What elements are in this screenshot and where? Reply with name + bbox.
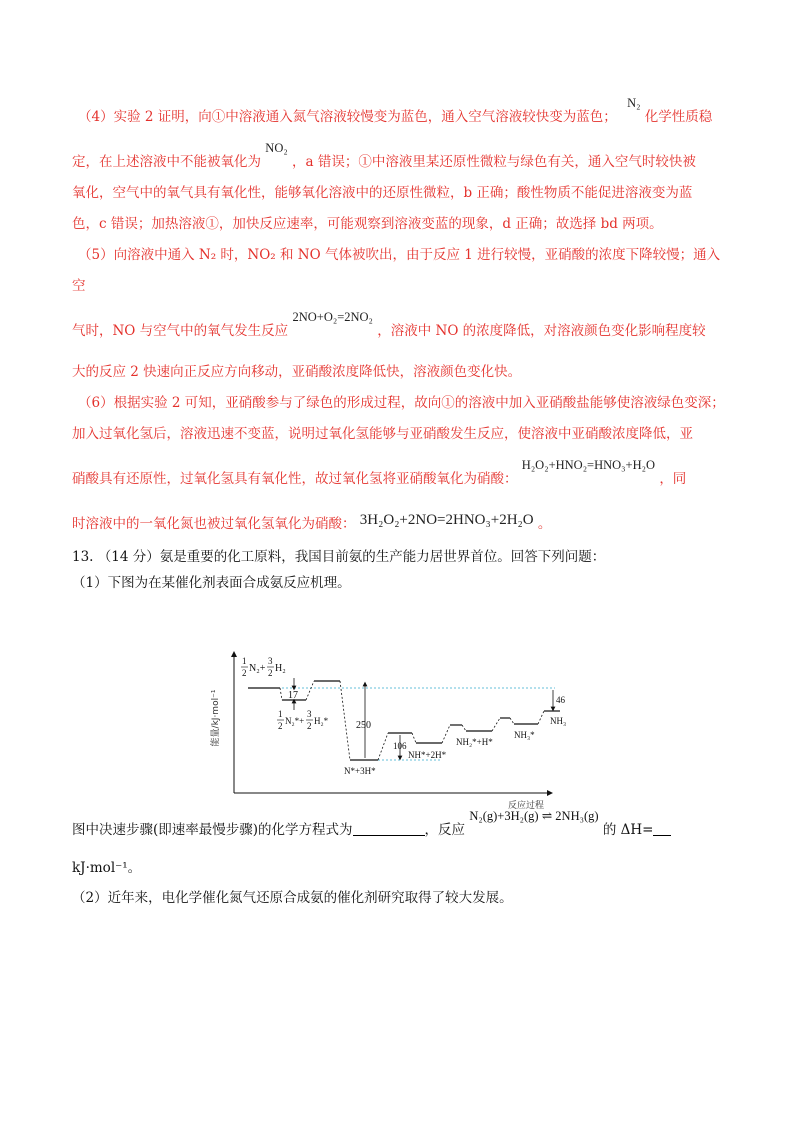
x-axis-label: 反应过程 (507, 801, 545, 811)
answer-blank-1[interactable] (353, 821, 425, 836)
answer-part5-line2 (72, 310, 732, 347)
start-frac-den-1: 2 (242, 668, 247, 678)
answer-text: 。 (537, 516, 552, 532)
formula-n2: N₂ (627, 96, 641, 110)
state-n-3h: N*+3H* (344, 766, 376, 776)
state-nh-2h: NH*+2H* (408, 750, 447, 760)
start-frac-den-2: 2 (268, 668, 273, 678)
question-13-part1-line (72, 809, 732, 843)
ads-frac-den-1: 2 (278, 721, 283, 731)
answer-part5-line3: 大的反应 2 快速向正反应方向移动，亚硝酸浓度降低快，溶液颜色变化快。 (72, 364, 522, 380)
answer-text: （4）实验 2 证明，向①中溶液通入氮气溶液较慢变为蓝色，通入空气溶液较快变为蓝色； (78, 109, 617, 125)
value-46: 46 (556, 695, 565, 705)
answer-part6-line4 (72, 509, 732, 540)
answer-text: ，同 (659, 471, 687, 487)
formula-haber: N₂(g)+3H₂(g) ⇌ 2NH₃(g) (469, 809, 599, 823)
question-text: 的 ΔH= (602, 822, 654, 838)
value-106: 106 (393, 741, 407, 751)
answer-text: ，a 错误；①中溶液里某还原性微粒与绿色有关，通入空气时较快被 (292, 154, 696, 170)
question-13-unit: kJ·mol⁻¹。 (72, 860, 142, 876)
answer-text: 硝酸具有还原性，过氧化氢具有氧化性，故过氧化氢将亚硝酸氧化为硝酸： (72, 471, 518, 487)
answer-part4-line4: 色，c 错误；加热溶液①，加快反应速率，可能观察到溶液变蓝的现象，d 正确；故选择 bd 两项。 (72, 216, 663, 232)
formula-no-oxidation: 2NO+O₂=2NO₂ (292, 310, 373, 324)
formula-h2o2-no: 3H₂O₂+2NO=2HNO₃+2H₂O (359, 512, 534, 528)
answer-part6-line1: （6）根据实验 2 可知，亚硝酸参与了绿色的形成过程，故向①的溶液中加入亚硝酸盐能够使溶液绿色变深； (78, 395, 725, 411)
ads-species-n2: N₂*+ (285, 716, 305, 726)
answer-part4-line2 (72, 141, 732, 178)
answer-part5-line1: （5）向溶液中通入 N₂ 时，NO₂ 和 NO 气体被吹出，由于反应 1 进行较慢，亚硝酸的浓度下降较慢；通入空 (72, 247, 721, 294)
answer-text: 定，在上述溶液中不能被氧化为 (72, 154, 261, 170)
y-axis-label: 能量/kJ·mol⁻¹ (211, 689, 221, 747)
answer-part6-line3 (72, 458, 732, 495)
formula-no2: NO₂ (265, 141, 288, 155)
question-13-title: 13. （14 分）氨是重要的化工原料，我国目前氨的生产能力居世界首位。回答下列问题： (72, 549, 606, 565)
answer-blank-2[interactable] (653, 821, 671, 836)
state-nh3: NH₃ (550, 716, 567, 726)
value-17: 17 (288, 690, 298, 701)
start-species-n2: N₂+ (249, 663, 266, 674)
value-250: 250 (356, 720, 371, 731)
ads-frac-num-2: 3 (307, 709, 312, 719)
start-species-h2: H₂ (275, 663, 286, 674)
ads-species-h2: H₂* (314, 716, 329, 726)
ads-frac-den-2: 2 (307, 721, 312, 731)
answer-part6-line2: 加入过氧化氢后，溶液迅速不变蓝，说明过氧化氢能够与亚硝酸发生反应，使溶液中亚硝酸浓度降低，亚 (72, 426, 693, 442)
answer-part4-line1 (72, 96, 732, 133)
formula-h2o2-hno2: H₂O₂+HNO₂=HNO₃+H₂O (521, 458, 656, 472)
start-frac-num-1: 1 (242, 656, 247, 666)
question-13-part1: （1）下图为在某催化剂表面合成氨反应机理。 (72, 575, 351, 591)
start-frac-num-2: 3 (268, 656, 273, 666)
state-nh2-h: NH₂*+H* (456, 737, 493, 747)
state-nh3-ads: NH₃* (514, 730, 535, 740)
answer-part4-line3: 氧化，空气中的氧气具有氧化性，能够氧化溶液中的还原性微粒，b 正确；酸性物质不能促进溶液变为蓝 (72, 185, 693, 201)
answer-text: 气时，NO 与空气中的氧气发生反应 (72, 323, 289, 339)
ads-frac-num-1: 1 (278, 709, 283, 719)
answer-text: ，溶液中 NO 的浓度降低，对溶液颜色变化影响程度较 (377, 323, 706, 339)
answer-text: 化学性质稳 (644, 109, 713, 125)
question-13-part2: （2）近年来，电化学催化氮气还原合成氨的催化剂研究取得了较大发展。 (72, 890, 513, 906)
answer-text: 时溶液中的一氧化氮也被过氧化氢氧化为硝酸： (72, 516, 356, 532)
question-text: 图中决速步骤(即速率最慢步骤)的化学方程式为 (72, 822, 353, 838)
energy-diagram (210, 648, 590, 820)
question-text: ，反应 (424, 822, 466, 838)
